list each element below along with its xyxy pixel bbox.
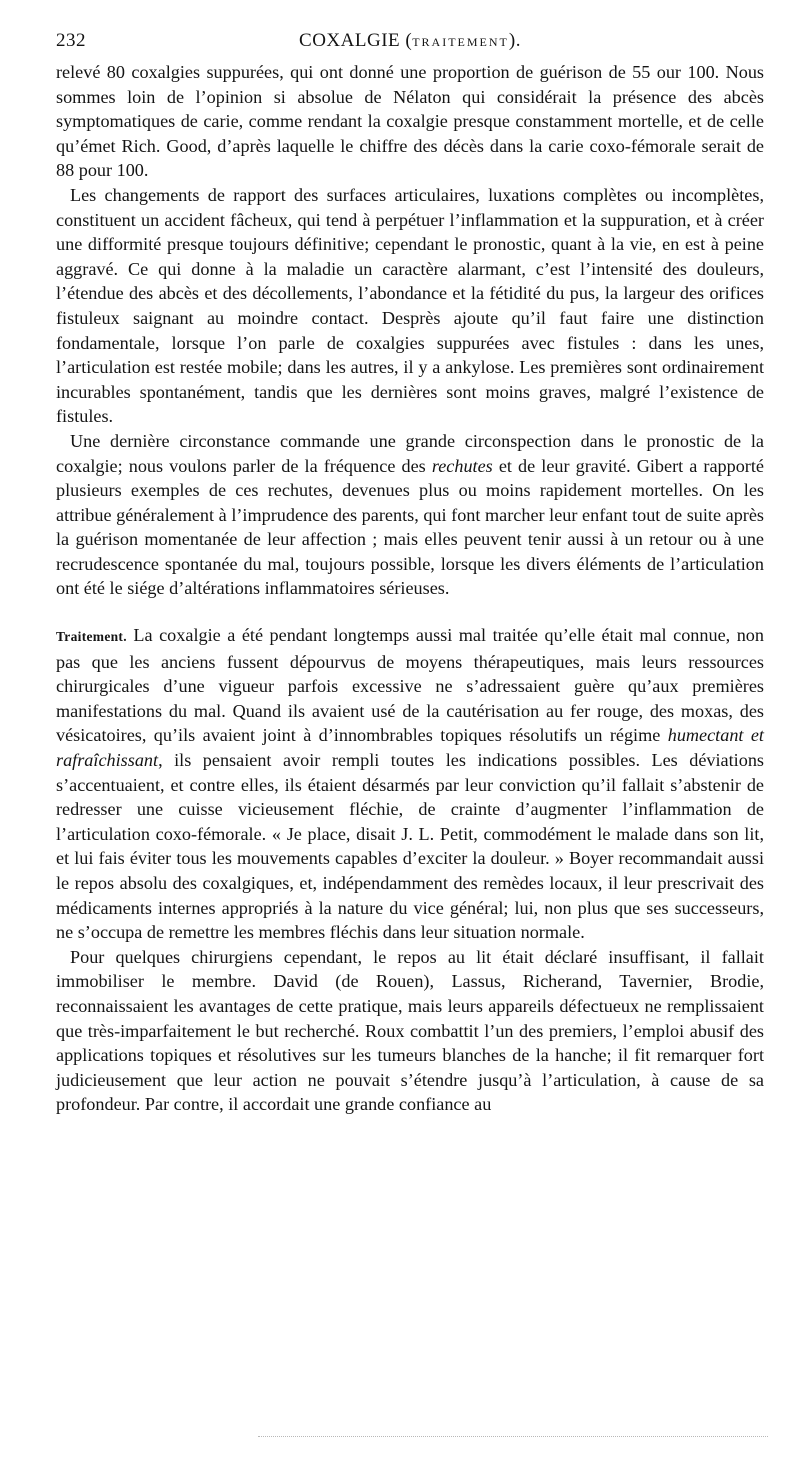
running-title-close: ). — [508, 30, 521, 51]
paragraph-rechutes — [56, 429, 764, 601]
running-title — [56, 30, 764, 52]
paragraph-luxations: Les changements de rapport des surfaces articulaires, luxations complètes ou incomplètes, constituent un accident fâcheux, qui tend à perpétuer l’inflammation et la suppuration, et à créer une difformité presque toujours définitive; cependant le pronostic, quant à la vie, en est à peine aggravé. Ce qui donne à la maladie un caractère alarmant, c’est l’intensité des douleurs, l’étendue des abcès et des décollements, l’abondance et la fétidité du pus, la largeur des orifices fistuleux saignant au moindre contact. Desprès ajoute qu’il faut faire une distinction fondamentale, lorsque l’on parle de coxalgies suppurées avec fistules : dans les unes, l’articulation est restée mobile; dans les autres, il y a ankylose. Les premières sont ordinairement incurables spontanément, tandis que les dernières sont moins graves, malgré l’existence de fistules. — [56, 184, 764, 427]
running-title-section: TRAITEMENT — [412, 35, 509, 49]
paragraph-rechutes-text-a: Une dernière circonstance commande une grande circonspection dans le pronostic de la coxalgie; nous voulons parler de la fréquence des — [56, 430, 764, 476]
paragraph-rechutes-emphasis: rechutes — [431, 455, 493, 476]
paragraph-continued: relevé 80 coxalgies suppurées, qui ont donné une proportion de guérison de 55 our 100. Nous sommes loin de l’opinion si absolue de Nélaton qui considérait la présence des abcès symptomatiques de carie, comme rendant la coxalgie presque constamment mortelle, et de celle qu’émet Rich. Good, d’après laquelle le chiffre des décès dans la carie coxo-fémorale serait de 88 pour 100. — [56, 62, 764, 181]
running-title-main: COXALGIE — [299, 30, 401, 51]
paragraph-traitement-text-b: , ils pensaient avoir rempli toutes les indications possibles. Les déviations s’accentuaient, et contre elles, ils étaient désarmés par leur conviction qu’il fallait s’abstenir de redresser une cuisse vicieusement fléchie, de crainte d’augmenter l’inflammation de l’articulation coxo-fémorale. « Je place, disait J. L. Petit, commodément le malade dans son lit, et lui fais éviter tous les mouvements capables d’exciter la douleur. » Boyer recommandait aussi le repos absolu des coxalgiques, et, indépendamment des remèdes locaux, il leur prescrivait des médicaments internes appropriés à la nature du vice général; lui, non plus que ses successeurs, ne s’occupa de remettre les membres fléchis dans leur situation normale. — [56, 750, 764, 943]
paragraph-rechutes-text-b: et de leur gravité. Gibert a rapporté plusieurs exemples de ces rechutes, devenues plus ou moins rapidement mortelles. On les attribue généralement à l’imprudence des parents, qui font marcher leur enfant tout de suite après la guérison momentanée de leur affection ; mais elles peuvent tenir aussi à un retour ou à une recrudescence spontanée du mal, toujours possible, lorsque les divers éléments de l’articulation ont été le siége d’altérations inflammatoires sérieuses. — [56, 455, 764, 599]
book-page — [56, 30, 764, 1117]
running-header — [56, 30, 764, 60]
section-heading-traitement: Traitement. — [56, 629, 127, 645]
paragraph-traitement-emphasis: humectant et rafraîchissant — [56, 725, 764, 771]
footer-dotted-rule — [258, 1436, 768, 1437]
section-spacer — [56, 601, 764, 623]
paragraph-immobilisation: Pour quelques chirurgiens cependant, le repos au lit était déclaré insuffisant, il fallait immobiliser le membre. David (de Rouen), Lassus, Richerand, Tavernier, Brodie, reconnaissaient les avantages de cette pratique, mais leurs appareils défectueux ne remplissaient que très-imparfaitement le but recherché. Roux combattit l’un des premiers, l’emploi abusif des applications topiques et résolutives sur les tumeurs blanches de la hanche; il fit remarquer fort judicieusement que leur action ne pouvait s’étendre jusqu’à l’articulation, à cause de sa profondeur. Par contre, il accordait une grande confiance au — [56, 946, 764, 1115]
page-number: 232 — [56, 30, 86, 51]
running-title-open: ( — [400, 30, 413, 51]
paragraph-traitement-text-a: La coxalgie a été pendant longtemps aussi mal traitée qu’elle était mal connue, non pas que les anciens fussent dépourvus de moyens thérapeutiques, mais leurs ressources chirurgicales d’une vigueur parfois excessive ne s’adressaient guère qu’aux premières manifestations du mal. Quand ils avaient usé de la cautérisation au fer rouge, des moxas, des vésicatoires, qu’ils avaient joint à d’innombrables topiques résolutifs un régime — [56, 625, 764, 746]
paragraph-traitement — [56, 623, 764, 945]
